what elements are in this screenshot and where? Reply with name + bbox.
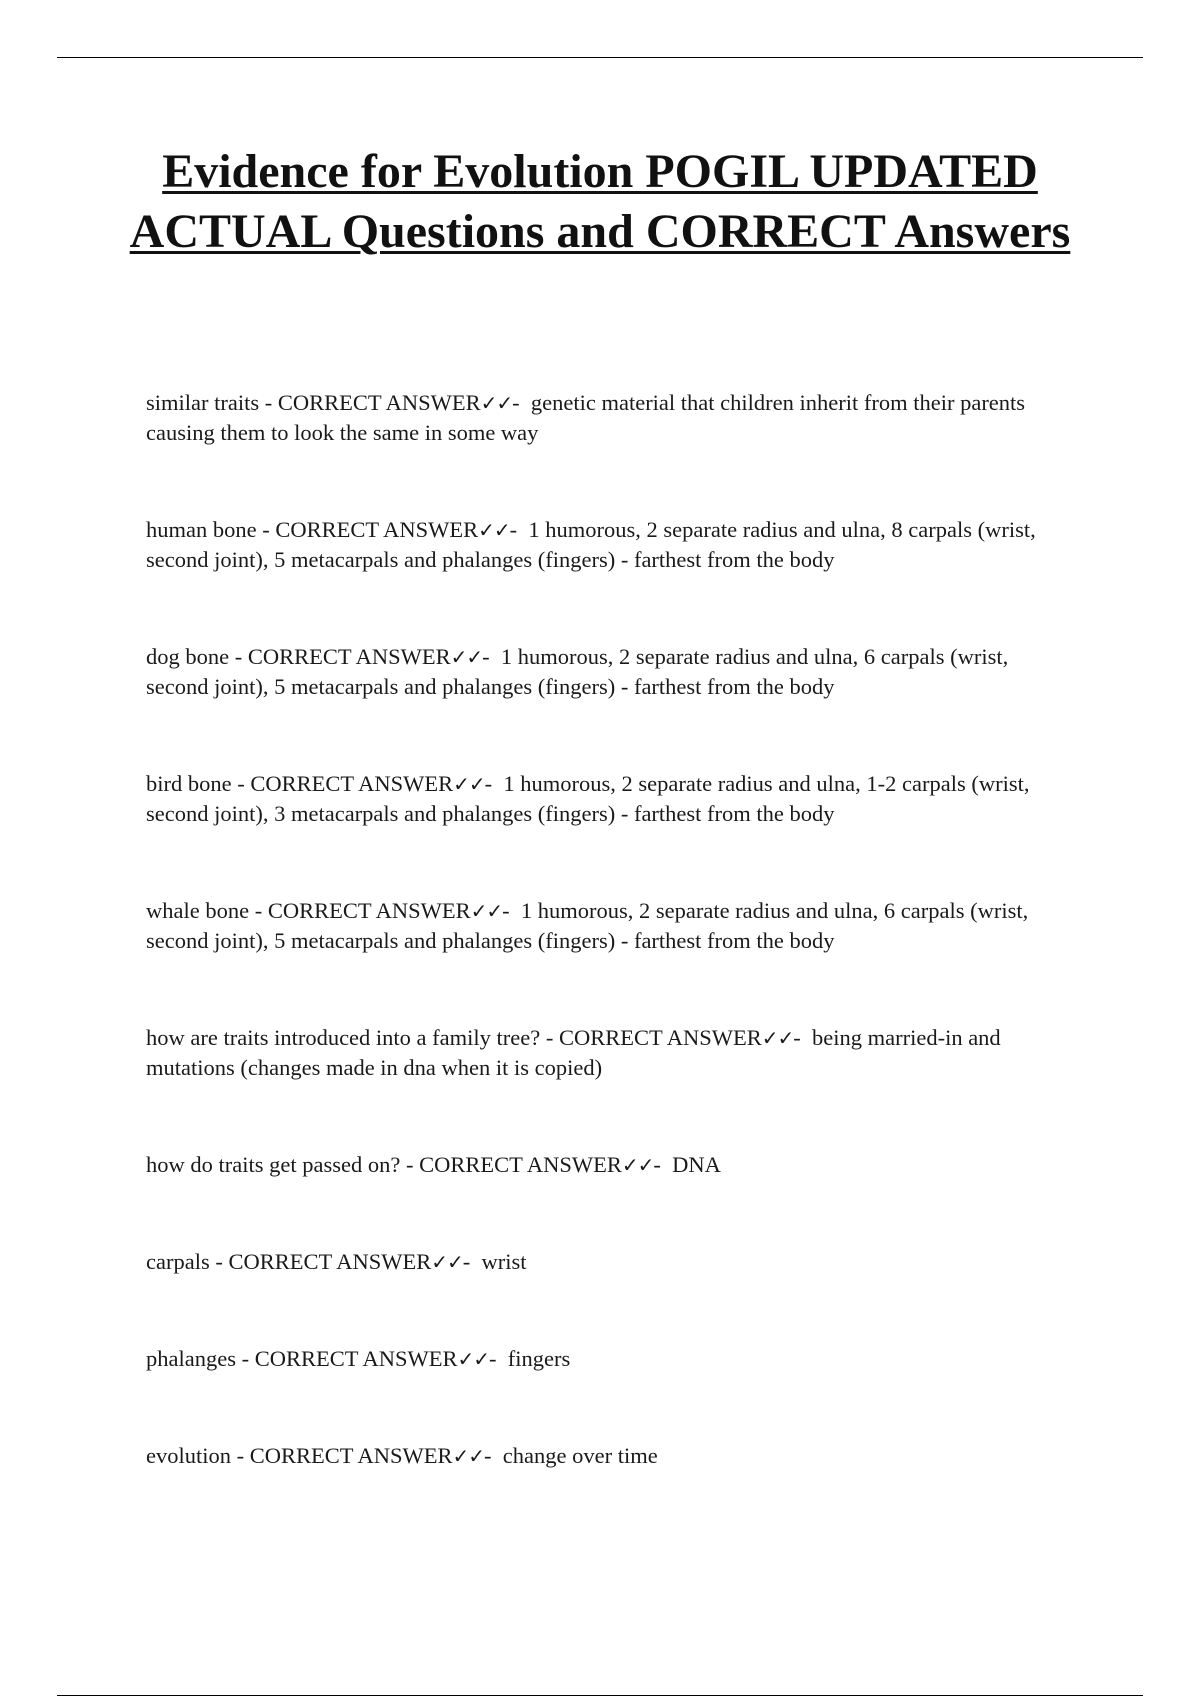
qa-item: bird bone - CORRECT ANSWER✓✓- 1 humorous, 2 separate radius and ulna, 1-2 carpals (wrist, second joint), 3 metacarpals and phalanges (fingers) - farthest from the body: [146, 771, 1030, 826]
bottom-rule: [57, 1695, 1143, 1696]
qa-term: evolution: [146, 1443, 231, 1468]
qa-term: carpals: [146, 1249, 210, 1274]
checkmark-icon: ✓✓: [761, 1026, 794, 1050]
answer-marker: CORRECT ANSWER: [267, 898, 471, 923]
answer-marker: CORRECT ANSWER: [254, 1346, 458, 1371]
top-rule: [57, 57, 1143, 58]
qa-answer: wrist: [481, 1249, 527, 1274]
qa-answer: 1 humorous, 2 separate radius and ulna, 1-2 carpals (wrist, second joint), 3 metacarpals and phalanges (fingers) - farthest from the body: [146, 771, 1030, 826]
qa-item: similar traits - CORRECT ANSWER✓✓- genetic material that children inherit from their parents causing them to look the same in some way: [146, 390, 1026, 445]
qa-item: carpals - CORRECT ANSWER✓✓- wrist: [146, 1249, 527, 1274]
checkmark-icon: ✓✓: [621, 1153, 654, 1177]
answer-marker: CORRECT ANSWER: [419, 1152, 622, 1177]
checkmark-icon: ✓✓: [452, 1444, 485, 1468]
qa-answer: DNA: [672, 1152, 721, 1177]
qa-item: how are traits introduced into a family tree? - CORRECT ANSWER✓✓- being married-in and mutations (changes made in dna when it is copied): [146, 1025, 1001, 1080]
answer-marker: CORRECT ANSWER: [275, 517, 479, 542]
answer-marker: CORRECT ANSWER: [247, 644, 451, 669]
checkmark-icon: ✓✓: [450, 645, 483, 669]
qa-term: how do traits get passed on?: [146, 1152, 401, 1177]
checkmark-icon: ✓✓: [457, 1347, 489, 1371]
qa-term: dog bone: [146, 644, 230, 669]
qa-item: phalanges - CORRECT ANSWER✓✓- fingers: [146, 1346, 571, 1371]
qa-term: human bone: [146, 517, 257, 542]
qa-item: dog bone - CORRECT ANSWER✓✓- 1 humorous, 2 separate radius and ulna, 6 carpals (wrist, second joint), 5 metacarpals and phalanges (fingers) - farthest from the body: [146, 644, 1009, 699]
qa-answer: fingers: [507, 1346, 571, 1371]
document-title: Evidence for Evolution POGIL UPDATED ACTUAL Questions and CORRECT Answers: [129, 145, 1071, 258]
checkmark-icon: ✓✓: [431, 1250, 463, 1274]
qa-term: similar traits: [146, 390, 260, 415]
qa-item: whale bone - CORRECT ANSWER✓✓- 1 humorous, 2 separate radius and ulna, 6 carpals (wrist, second joint), 5 metacarpals and phalanges (fingers) - farthest from the body: [146, 898, 1029, 953]
answer-marker: CORRECT ANSWER: [250, 771, 454, 796]
qa-answer: genetic material that children inherit from their parents causing them to look the same in some way: [146, 390, 1026, 445]
answer-marker: CORRECT ANSWER: [228, 1249, 432, 1274]
checkmark-icon: ✓✓: [478, 518, 510, 542]
qa-term: how are traits introduced into a family tree?: [146, 1025, 541, 1050]
qa-answer: change over time: [502, 1443, 658, 1468]
qa-list: [146, 388, 1066, 1471]
qa-answer: 1 humorous, 2 separate radius and ulna, 6 carpals (wrist, second joint), 5 metacarpals and phalanges (fingers) - farthest from the body: [146, 898, 1029, 953]
answer-marker: CORRECT ANSWER: [277, 390, 481, 415]
qa-term: phalanges: [146, 1346, 236, 1371]
checkmark-icon: ✓✓: [470, 899, 503, 923]
qa-answer: 1 humorous, 2 separate radius and ulna, 6 carpals (wrist, second joint), 5 metacarpals and phalanges (fingers) - farthest from the body: [146, 644, 1009, 699]
answer-marker: CORRECT ANSWER: [558, 1025, 762, 1050]
answer-marker: CORRECT ANSWER: [249, 1443, 453, 1468]
qa-term: bird bone: [146, 771, 232, 796]
qa-item: evolution - CORRECT ANSWER✓✓- change over time: [146, 1443, 658, 1468]
qa-answer: being married-in and mutations (changes made in dna when it is copied): [146, 1025, 1001, 1080]
qa-answer: 1 humorous, 2 separate radius and ulna, 8 carpals (wrist, second joint), 5 metacarpals and phalanges (fingers) - farthest from the body: [146, 517, 1036, 572]
qa-item: how do traits get passed on? - CORRECT ANSWER✓✓- DNA: [146, 1152, 721, 1177]
checkmark-icon: ✓✓: [480, 391, 513, 415]
qa-term: whale bone: [146, 898, 250, 923]
checkmark-icon: ✓✓: [453, 772, 485, 796]
qa-item: human bone - CORRECT ANSWER✓✓- 1 humorous, 2 separate radius and ulna, 8 carpals (wrist, second joint), 5 metacarpals and phalanges (fingers) - farthest from the body: [146, 517, 1036, 572]
